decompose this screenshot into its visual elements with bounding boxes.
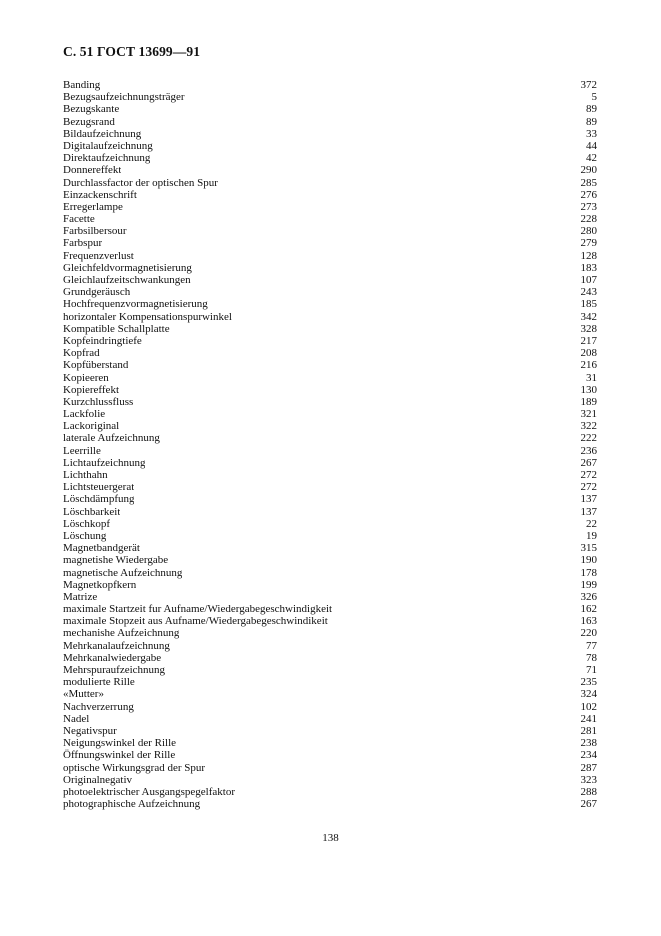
index-page-ref: 163 — [580, 615, 597, 628]
index-page-ref: 208 — [580, 347, 597, 360]
index-entry — [63, 676, 597, 688]
index-entry — [63, 457, 597, 469]
index-entry — [63, 237, 597, 249]
index-term: photographische Aufzeichnung — [63, 798, 201, 811]
index-page-ref: 272 — [580, 481, 597, 494]
index-term: Direktaufzeichnung — [63, 152, 151, 165]
index-term: Kopieeren — [63, 371, 109, 384]
index-entry — [63, 530, 597, 542]
index-page-ref: 42 — [586, 152, 597, 165]
index-entry — [63, 262, 597, 274]
index-term: Leerrille — [63, 444, 101, 457]
index-entry — [63, 774, 597, 786]
index-entry — [63, 762, 597, 774]
index-entry — [63, 140, 597, 152]
index-page-ref: 315 — [580, 542, 597, 555]
index-entry — [63, 347, 597, 359]
index-entry — [63, 603, 597, 615]
index-term: Löschung — [63, 529, 107, 542]
index-term: Banding — [63, 79, 101, 91]
index-entry — [63, 128, 597, 140]
index-page-ref: 321 — [580, 408, 597, 421]
index-term: Matrize — [63, 590, 98, 603]
index-entry — [63, 591, 597, 603]
index-term: modulierte Rille — [63, 676, 135, 689]
index-entry — [63, 372, 597, 384]
index-page-ref: 22 — [586, 517, 597, 530]
index-entry — [63, 445, 597, 457]
index-term: Farbsilbersour — [63, 225, 127, 238]
index-page-ref: 89 — [586, 103, 597, 116]
index-entry — [63, 164, 597, 176]
index-page-ref: 107 — [580, 274, 597, 286]
index-page-ref: 273 — [580, 200, 597, 213]
index-entry — [63, 664, 597, 676]
index-entry — [63, 103, 597, 115]
index-page-ref: 44 — [586, 139, 597, 152]
index-page-ref: 183 — [580, 261, 597, 274]
index-page-ref: 287 — [580, 761, 597, 774]
index-page-ref: 285 — [580, 176, 597, 189]
index-entry — [63, 250, 597, 262]
index-term: Lichtaufzeichnung — [63, 456, 146, 469]
index-page-ref: 276 — [580, 188, 597, 201]
index-entry — [63, 189, 597, 201]
index-entry — [63, 481, 597, 493]
index-entry — [63, 432, 597, 444]
index-entry — [63, 518, 597, 530]
index-term: Facette — [63, 213, 95, 226]
index-term: Donnereffekt — [63, 164, 122, 177]
index-term: Digitalaufzeichnung — [63, 139, 153, 152]
index-entry — [63, 201, 597, 213]
index-page-ref: 326 — [580, 590, 597, 603]
index-term: Originalnegativ — [63, 773, 133, 786]
index-page-ref: 216 — [580, 359, 597, 372]
index-term: Durchlassfactor der optischen Spur — [63, 176, 218, 189]
index-page-ref: 238 — [580, 737, 597, 750]
index-term: Kopfrad — [63, 347, 100, 360]
index-page-ref: 243 — [580, 286, 597, 299]
index-entry — [63, 725, 597, 737]
index-term: Lichtsteuergerat — [63, 481, 135, 494]
index-term: Bezugsrand — [63, 115, 115, 128]
index-entry — [63, 79, 597, 91]
index-term: Magnetkopfkern — [63, 578, 137, 591]
index-entry — [63, 408, 597, 420]
page-header: С. 51 ГОСТ 13699—91 — [63, 44, 201, 59]
index-page-ref: 324 — [580, 688, 597, 701]
index-entry — [63, 579, 597, 591]
index-term: Mehrkanalaufzeichnung — [63, 639, 170, 652]
index-page-ref: 228 — [580, 213, 597, 226]
index-list — [63, 79, 597, 810]
index-page-ref: 130 — [580, 383, 597, 396]
index-term: Bildaufzeichnung — [63, 127, 142, 140]
index-term: Lackoriginal — [63, 420, 120, 433]
index-page-ref: 89 — [586, 115, 597, 128]
index-entry — [63, 798, 597, 810]
index-page-ref: 267 — [580, 456, 597, 469]
index-entry — [63, 652, 597, 664]
index-entry — [63, 701, 597, 713]
index-term: optische Wirkungsgrad der Spur — [63, 761, 206, 774]
index-term: Erregerlampe — [63, 200, 123, 213]
index-page-ref: 220 — [580, 627, 597, 640]
index-entry — [63, 335, 597, 347]
index-term: maximale Startzeit fur Aufname/Wiedergabegeschwindigkeit — [63, 603, 333, 616]
index-entry — [63, 786, 597, 798]
index-term: magnetishe Wiedergabe — [63, 554, 169, 567]
index-term: Neigungswinkel der Rille — [63, 737, 177, 750]
index-term: Kopiereffekt — [63, 383, 119, 396]
index-entry — [63, 542, 597, 554]
index-entry — [63, 493, 597, 505]
index-term: Kopfüberstand — [63, 359, 129, 372]
index-page-ref: 102 — [580, 700, 597, 713]
index-page-ref: 199 — [580, 578, 597, 591]
index-entry — [63, 213, 597, 225]
index-term: magnetische Aufzeichnung — [63, 566, 183, 579]
index-entry — [63, 177, 597, 189]
index-page-ref: 77 — [586, 639, 597, 652]
index-term: photoelektrischer Ausgangspegelfaktor — [63, 785, 235, 798]
index-page-ref: 128 — [580, 249, 597, 262]
index-term: laterale Aufzeichnung — [63, 432, 160, 445]
index-entry — [63, 152, 597, 164]
index-entry — [63, 116, 597, 128]
index-page-ref: 234 — [580, 749, 597, 762]
index-entry — [63, 688, 597, 700]
index-term: Nadel — [63, 712, 90, 725]
index-entry — [63, 396, 597, 408]
index-entry — [63, 627, 597, 639]
index-term: Mehrspuraufzeichnung — [63, 664, 166, 676]
index-entry — [63, 323, 597, 335]
index-entry — [63, 384, 597, 396]
index-entry — [63, 615, 597, 627]
index-page-ref: 222 — [580, 432, 597, 445]
index-term: Magnetbandgerät — [63, 542, 140, 555]
index-entry — [63, 749, 597, 761]
index-term: Lackfolie — [63, 408, 106, 421]
index-page-ref: 137 — [580, 505, 597, 518]
index-page-ref: 323 — [580, 773, 597, 786]
index-page-ref: 33 — [586, 127, 597, 140]
index-page-ref: 272 — [580, 469, 597, 481]
index-term: Kurzchlussfluss — [63, 395, 134, 408]
index-page-ref: 342 — [580, 310, 597, 323]
index-page-ref: 280 — [580, 225, 597, 238]
index-entry — [63, 554, 597, 566]
index-entry — [63, 359, 597, 371]
index-entry — [63, 469, 597, 481]
index-page-ref: 162 — [580, 603, 597, 616]
index-entry — [63, 274, 597, 286]
index-page-ref: 236 — [580, 444, 597, 457]
index-page-ref: 189 — [580, 395, 597, 408]
index-term: Lichthahn — [63, 469, 108, 481]
index-page-ref: 288 — [580, 785, 597, 798]
index-entry — [63, 286, 597, 298]
index-term: Löschdämpfung — [63, 493, 135, 506]
index-page-ref: 5 — [591, 91, 597, 104]
index-page-ref: 178 — [580, 566, 597, 579]
index-term: Löschkopf — [63, 517, 111, 530]
index-term: horizontaler Kompensationspurwinkel — [63, 310, 232, 323]
index-term: Kompatible Schallplatte — [63, 322, 170, 335]
page-number: 138 — [322, 832, 339, 844]
index-page-ref: 372 — [580, 79, 597, 91]
index-term: Öffnungswinkel der Rille — [63, 749, 176, 762]
index-page-ref: 322 — [580, 420, 597, 433]
index-page-ref: 217 — [580, 334, 597, 347]
index-page-ref: 290 — [580, 164, 597, 177]
index-term: Negativspur — [63, 724, 117, 737]
index-page-ref: 267 — [580, 798, 597, 811]
index-term: Grundgeräusch — [63, 286, 131, 299]
index-entry — [63, 298, 597, 310]
index-term: Nachverzerrung — [63, 700, 134, 713]
index-entry — [63, 506, 597, 518]
index-entry — [63, 420, 597, 432]
index-term: Kopfeindringtiefe — [63, 334, 142, 347]
index-page-ref: 137 — [580, 493, 597, 506]
index-term: Löschbarkeit — [63, 505, 121, 518]
index-page-ref: 190 — [580, 554, 597, 567]
index-entry — [63, 311, 597, 323]
index-page-ref: 328 — [580, 322, 597, 335]
index-page-ref: 31 — [586, 371, 597, 384]
index-page-ref: 78 — [586, 651, 597, 664]
index-term: Einzackenschrift — [63, 188, 137, 201]
index-entry — [63, 713, 597, 725]
index-term: Hochfrequenzvormagnetisierung — [63, 298, 208, 311]
index-term: Bezugskante — [63, 103, 120, 116]
index-term: Mehrkanalwiedergabe — [63, 651, 162, 664]
index-page-ref: 241 — [580, 712, 597, 725]
index-entry — [63, 225, 597, 237]
index-term: «Mutter» — [63, 688, 104, 701]
index-term: Farbspur — [63, 237, 103, 250]
index-term: Frequenzverlust — [63, 249, 134, 262]
index-term: maximale Stopzeit aus Aufname/Wiedergabegeschwindikeit — [63, 615, 328, 628]
index-page-ref: 279 — [580, 237, 597, 250]
index-page-ref: 71 — [586, 664, 597, 676]
index-entry — [63, 91, 597, 103]
index-page-ref: 281 — [580, 724, 597, 737]
index-entry — [63, 640, 597, 652]
index-page-ref: 19 — [586, 529, 597, 542]
index-entry — [63, 737, 597, 749]
index-entry — [63, 567, 597, 579]
index-term: mechanishe Aufzeichnung — [63, 627, 180, 640]
index-page-ref: 235 — [580, 676, 597, 689]
index-term: Gleichlaufzeitschwankungen — [63, 274, 191, 286]
index-term: Bezugsaufzeichnungsträger — [63, 91, 185, 104]
index-page-ref: 185 — [580, 298, 597, 311]
index-term: Gleichfeldvormagnetisierung — [63, 261, 192, 274]
